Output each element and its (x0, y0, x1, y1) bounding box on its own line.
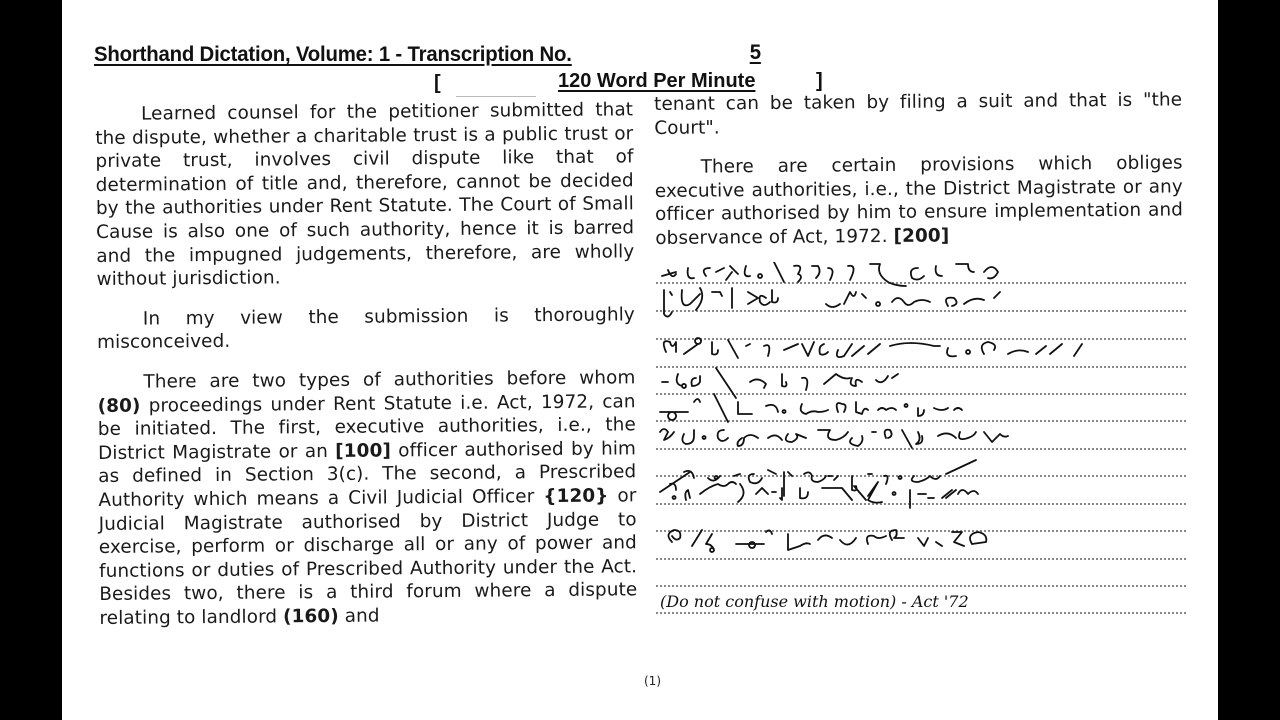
right-column (654, 88, 1183, 266)
shorthand-note: (Do not confuse with motion) - Act '72 (660, 592, 969, 611)
word-count-marker: {120} (543, 485, 609, 508)
text-segment: There are certain provisions which obliges executive authorities, i.e., the District Magistrate or any officer authorised by him to ensure implementation and observance of Act, 1972. (654, 152, 1184, 249)
left-column (95, 98, 638, 646)
document-title (94, 41, 761, 67)
blank-line (456, 96, 536, 97)
text-segment: or Judicial Magistrate authorised by District Judge to exercise, perform or discharge all or any of power and functions or duties of Prescribed Authority under the Act. Besides two, there is a third forum where a dispute relating to landlord (98, 485, 638, 629)
paragraph-3 (97, 366, 637, 630)
paragraph-4 (655, 152, 1184, 251)
shorthand-strokes (656, 262, 1186, 632)
speed-label: 120 Word Per Minute (558, 70, 756, 92)
title-text: Shorthand Dictation, Volume: 1 - Transcription No. (94, 43, 572, 66)
text-segment: proceedings under Rent Statute i.e. Act, 1972, can be initiated. The first, executive authorities, i.e., the District Magistrate or an (97, 390, 636, 464)
page-number: (1) (644, 674, 661, 688)
paragraph-1: Learned counsel for the petitioner submitted that the dispute, whether a charitable trust is a public trust or private trust, involves civil dispute like that of determination of title and, therefore, cannot be decided by the authorities under Rent Statute. The Court of Small Cause is also one of such authority, hence it is barred and the impugned judgements, therefore, are wholly without jurisdiction. (95, 99, 635, 291)
transcription-number: 5 (749, 41, 761, 64)
text-segment: and (338, 605, 380, 627)
shorthand-outlines (656, 262, 1186, 632)
word-count-marker: [100] (335, 440, 392, 462)
bracket-open: [ (434, 72, 441, 94)
word-count-marker: (80) (97, 395, 141, 417)
word-count-marker: (160) (282, 605, 339, 628)
word-count-marker: [200] (893, 225, 950, 247)
text-segment: There are two types of authorities before whom (143, 367, 636, 393)
continuation-text: tenant can be taken by filing a suit and that is "the Court". (654, 89, 1183, 139)
bracket-close: ] (816, 70, 823, 92)
text-segment: officer authorised by him as defined in Section 3(c). The second, a Prescribed Authority which means a Civil Judicial Officer (98, 438, 637, 511)
paragraph-2: In my view the submission is thoroughly misconceived. (97, 304, 635, 354)
document-page (62, 0, 1218, 720)
